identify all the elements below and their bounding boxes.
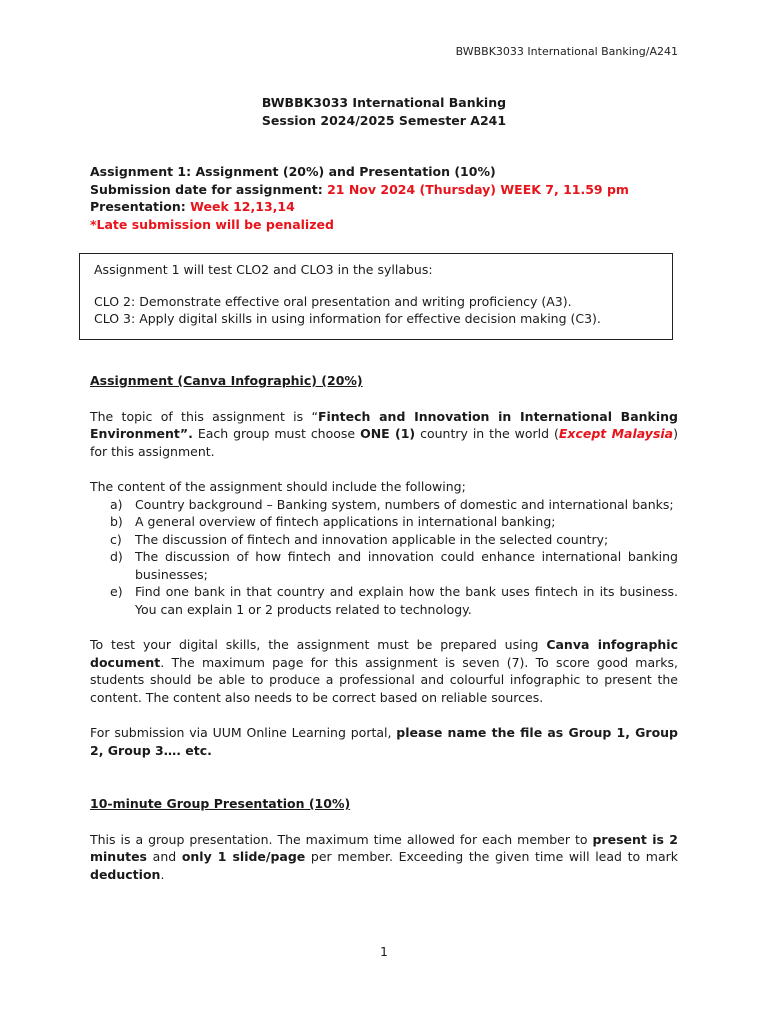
list-item: b) A general overview of fintech applications in international banking; [110, 514, 556, 529]
page-number: 1 [380, 944, 388, 959]
assignment-info [90, 163, 690, 233]
presentation-line [90, 198, 690, 216]
clo-intro: Assignment 1 will test CLO2 and CLO3 in the syllabus: [94, 262, 433, 277]
running-header: BWBBK3033 International Banking/A241 [455, 45, 678, 58]
clo-3: CLO 3: Apply digital skills in using information for effective decision making (C3). [94, 311, 601, 326]
submission-date-label: Submission date for assignment: [90, 181, 323, 197]
digital-skills-paragraph: To test your digital skills, the assignment must be prepared using Canva infographic document. The maximum page for this assignment is seven (7). To score good marks, students should be able to produce a professional and colourful infographic to present the content. The content also needs to be correct based on reliable sources. [90, 637, 678, 705]
assignment-heading: Assignment (Canva Infographic) (20%) [90, 373, 363, 388]
course-title: BWBBK3033 International Banking [261, 95, 507, 110]
submission-date-line [90, 181, 690, 199]
session-title: Session 2024/2025 Semester A241 [261, 113, 507, 128]
list-item: a) Country background – Banking system, numbers of domestic and international banks; [110, 496, 674, 512]
presentation-label: Presentation: [90, 199, 186, 214]
assignment-title: Assignment 1: Assignment (20%) and Presentation (10%) [90, 164, 496, 179]
except-malaysia: Except Malaysia [558, 426, 674, 441]
list-item: c) The discussion of fintech and innovation applicable in the selected country; [110, 531, 609, 547]
submission-date-value: 21 Nov 2024 (Thursday) WEEK 7, 11.59 pm [327, 181, 629, 197]
submission-paragraph: For submission via UUM Online Learning portal, please name the file as Group 1, Group 2, Group 3…. etc. [90, 725, 679, 758]
content-list [90, 496, 678, 619]
late-submission-notice: *Late submission will be penalized [90, 216, 334, 232]
presentation-heading: 10-minute Group Presentation (10%) [90, 796, 351, 811]
topic-paragraph: The topic of this assignment is “Fintech and Innovation in International Banking Environment”. Each group must choose ONE (1) country in the world (Except Malaysia) for this assignment. [90, 408, 678, 459]
list-item: e) Find one bank in that country and explain how the bank uses fintech in its business. You can explain 1 or 2 products related to technology. [110, 584, 678, 617]
main-content [90, 372, 678, 883]
list-item: d) The discussion of how fintech and innovation could enhance international banking businesses; [110, 549, 678, 582]
content-intro: The content of the assignment should include the following; [90, 479, 466, 494]
presentation-value: Week 12,13,14 [190, 199, 295, 214]
clo-box [79, 253, 673, 340]
clo-2: CLO 2: Demonstrate effective oral presentation and writing proficiency (A3). [94, 294, 572, 309]
presentation-paragraph: This is a group presentation. The maximum time allowed for each member to present is 2 minutes and only 1 slide/page per member. Exceeding the given time will lead to mark deduction. [90, 831, 678, 882]
document-title [0, 94, 768, 130]
